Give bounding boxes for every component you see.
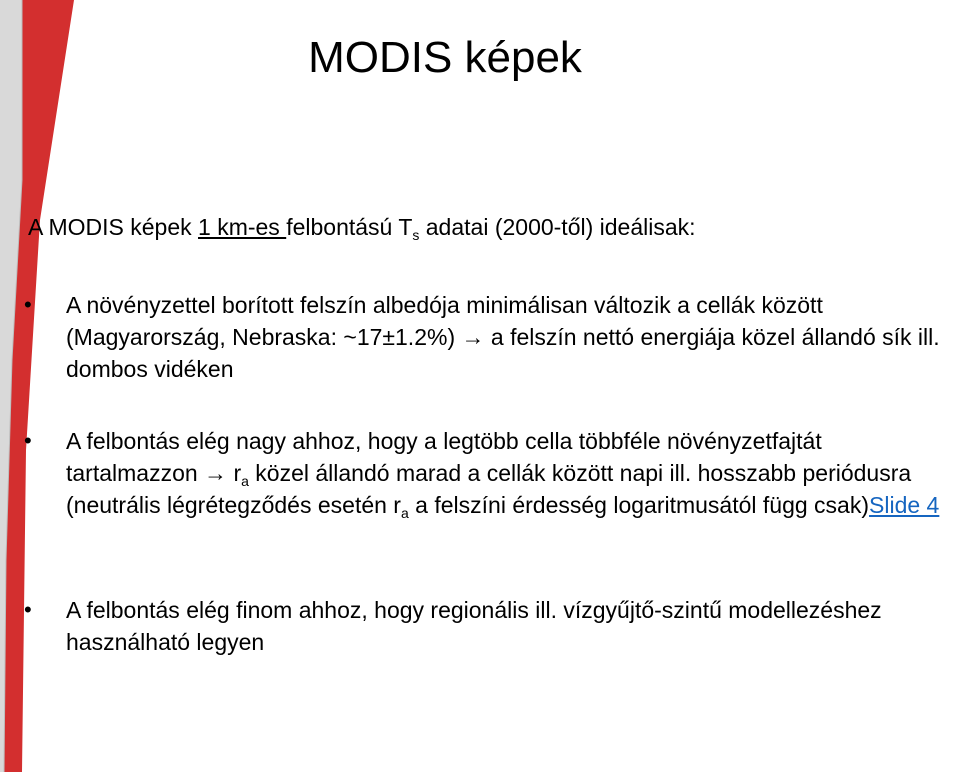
intro-subscript: s — [412, 227, 420, 243]
intro-underlined: 1 km-es — [198, 214, 287, 240]
bullet-resolution-sub1: a — [241, 473, 249, 489]
bullet-resolution-part2: közel állandó marad a cellák között napi ill. hosszabb periódusra (neutrális légrétegződés esetén r — [66, 460, 912, 518]
bullet-resolution — [66, 425, 946, 521]
intro-prefix: A MODIS képek — [28, 214, 199, 240]
intro-line — [28, 211, 696, 243]
bullet-fine-resolution — [66, 594, 946, 658]
bullet-fine-resolution-text: A felbontás elég finom ahhoz, hogy regionális ill. vízgyűjtő-szintű modellezéshez használható legyen — [66, 597, 882, 655]
slide-title: MODIS képek — [308, 33, 582, 82]
intro-mid: felbontású T — [286, 214, 413, 240]
slide-4-link[interactable]: Slide 4 — [869, 492, 940, 518]
bullet-resolution-sub2: a — [400, 505, 409, 521]
white-corner-stripe — [300, 0, 318, 12]
bullet-resolution-part1: A felbontás elég nagy ahhoz, hogy a legtöbb cella többféle növényzetfajtát tartalmazzon → r — [66, 428, 822, 486]
bullet-resolution-part3: a felszíni érdesség logaritmusától függ csak) — [408, 492, 870, 518]
intro-suffix: adatai (2000-től) ideálisak: — [419, 214, 696, 240]
bullet-albedo — [66, 289, 946, 385]
bullet-albedo-text: A növényzettel borított felszín albedója minimálisan változik a cellák között (Magyarország, Nebraska: ~17±1.2%) → a felszín nettó energiája közel állandó sík ill. dombos vidéken — [66, 292, 940, 382]
